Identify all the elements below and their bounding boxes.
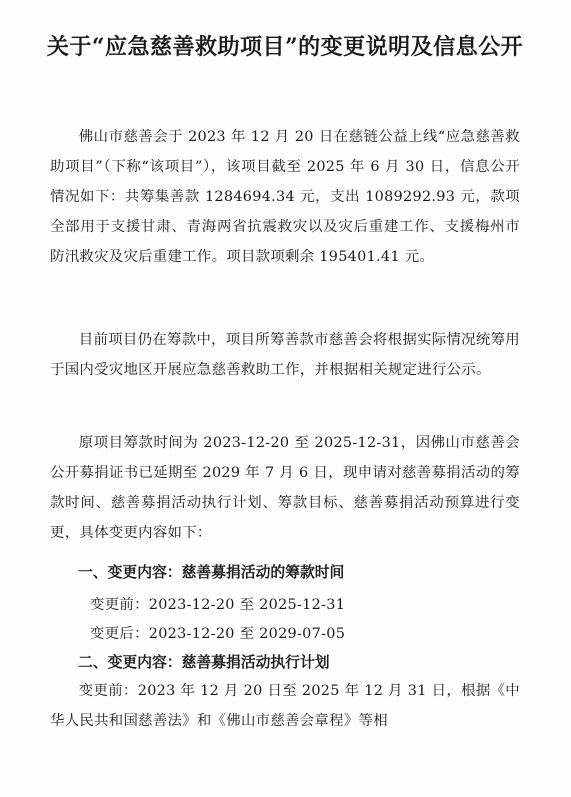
paragraph-text: 目前项目仍在筹款中，项目所筹善款市慈善会将根据实际情况统筹用于国内受灾地区开展应急慈善救助工作，并根据相关规定进行公示。 (50, 332, 520, 378)
paragraph-change-request (50, 428, 520, 548)
paragraph-text: 原项目筹款时间为 2023-12-20 至 2025-12-31，因佛山市慈善会公开募捐证书已延期至 2029 年 7 月 6 日，现申请对慈善募捐活动的筹款时间、慈善募捐活动执行计划、筹款目标、慈善募捐活动预算进行变更，具体变更内容如下： (50, 435, 520, 541)
paragraph-execution-plan-before (50, 676, 520, 736)
paragraph-fundraising-summary (50, 122, 520, 272)
change-before-line: 变更前：2023-12-20 至 2025-12-31 (90, 597, 346, 613)
section-heading-execution-plan: 二、变更内容：慈善募捐活动执行计划 (78, 654, 330, 671)
paragraph-text: 变更前：2023 年 12 月 20 日至 2025 年 12 月 31 日，根据《中华人民共和国慈善法》和《佛山市慈善会章程》等相 (50, 683, 520, 729)
document-title: 关于“应急慈善救助项目”的变更说明及信息公开 (46, 34, 524, 60)
paragraph-current-status (50, 325, 520, 385)
section-heading-fundraising-time: 一、变更内容：慈善募捐活动的筹款时间 (78, 564, 345, 581)
change-after-line: 变更后：2023-12-20 至 2029-07-05 (90, 626, 346, 642)
paragraph-text: 佛山市慈善会于 2023 年 12 月 20 日在慈链公益上线“应急慈善救助项目”（下称“该项目”），该项目截至 2025 年 6 月 30 日，信息公开情况如下：共筹集善款 1284694.34 元，支出 1089292.93 元，款项全部用于支援甘肃、青海两省抗震救灾以及灾后重建工作、支援梅州市防汛救灾及灾后重建工作。项目款项剩余 195401.41 元。 (50, 129, 520, 265)
